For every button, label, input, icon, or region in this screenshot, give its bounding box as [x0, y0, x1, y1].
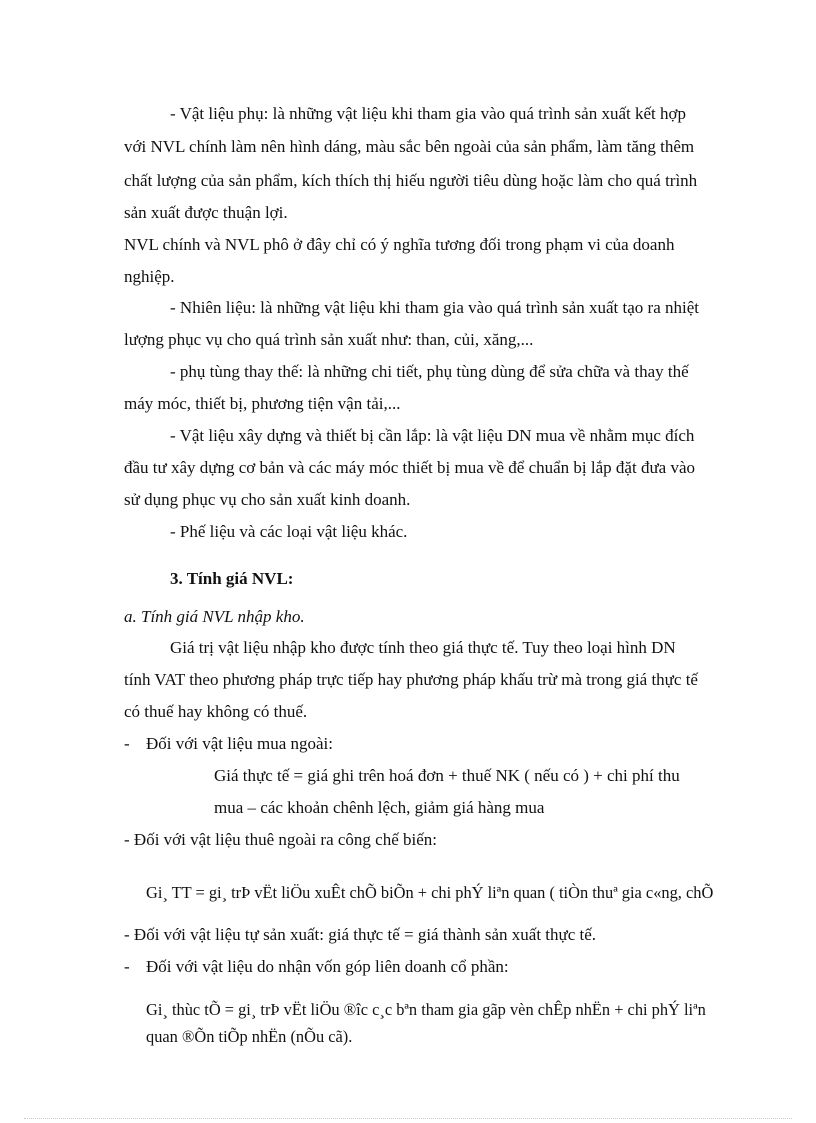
subsection-heading: a. Tính giá NVL nhập kho.: [124, 607, 305, 626]
paragraph-line: với NVL chính làm nên hình dáng, màu sắc bên ngoài của sản phẩm, làm tăng thêm: [124, 137, 695, 156]
formula-line: Gi¸ thùc tÕ = gi¸ trÞ vËt liÖu ®îc c¸c bªn tham gia gãp vèn chÊp nhËn + chi phÝ liªn: [146, 1000, 706, 1019]
bullet-text: Đối với vật liệu do nhận vốn góp liên doanh cổ phần:: [146, 957, 509, 976]
bullet-text: Đối với vật liệu mua ngoài:: [146, 734, 333, 753]
paragraph-line: nghiệp.: [124, 267, 175, 286]
paragraph-line: lượng phục vụ cho quá trình sản xuất như: than, củi, xăng,...: [124, 330, 534, 349]
formula-line: quan ®Õn tiÕp nhËn (nÕu cã).: [146, 1027, 353, 1046]
paragraph-line: sản xuất được thuận lợi.: [124, 203, 288, 222]
paragraph-line: - Vật liệu phụ: là những vật liệu khi tham gia vào quá trình sản xuất kết hợp: [170, 104, 686, 123]
formula-line: Gi¸ TT = gi¸ trÞ vËt liÖu xuÊt chÕ biÕn + chi phÝ liªn quan ( tiÒn thuª gia c«ng, chÕ: [146, 883, 714, 902]
paragraph-line: - Vật liệu xây dựng và thiết bị cần lắp: là vật liệu DN mua về nhằm mục đích: [170, 426, 695, 445]
bullet-dash: -: [124, 957, 130, 976]
paragraph-line: - phụ tùng thay thế: là những chi tiết, phụ tùng dùng để sửa chữa và thay thế: [170, 362, 689, 381]
paragraph-line: máy móc, thiết bị, phương tiện vận tải,...: [124, 394, 401, 413]
paragraph-line: có thuế hay không có thuế.: [124, 702, 308, 721]
bullet-text: - Đối với vật liệu tự sản xuất: giá thực tế = giá thành sản xuất thực tế.: [124, 925, 597, 944]
paragraph-line: sử dụng phục vụ cho sản xuất kinh doanh.: [124, 490, 411, 509]
paragraph-line: chất lượng của sản phẩm, kích thích thị hiếu người tiêu dùng hoặc làm cho quá trình: [124, 171, 698, 190]
page-bottom-rule: [24, 1118, 792, 1119]
paragraph-line: - Nhiên liệu: là những vật liệu khi tham gia vào quá trình sản xuất tạo ra nhiệt: [170, 298, 699, 317]
bullet-dash: -: [124, 734, 130, 753]
formula-line: Giá thực tế = giá ghi trên hoá đơn + thuế NK ( nếu có ) + chi phí thu: [214, 766, 680, 785]
paragraph-line: NVL chính và NVL phô ở đây chỉ có ý nghĩa tương đối trong phạm vi của doanh: [124, 235, 675, 254]
paragraph-line: tính VAT theo phương pháp trực tiếp hay phương pháp khấu trừ mà trong giá thực tế: [124, 670, 698, 689]
paragraph-line: đầu tư xây dựng cơ bản và các máy móc thiết bị mua về để chuẩn bị lắp đặt đưa vào: [124, 458, 695, 477]
formula-line: mua – các khoản chênh lệch, giảm giá hàng mua: [214, 798, 545, 817]
section-heading: 3. Tính giá NVL:: [170, 569, 294, 588]
paragraph-line: Giá trị vật liệu nhập kho được tính theo giá thực tế. Tuy theo loại hình DN: [170, 638, 676, 657]
bullet-text: - Đối với vật liệu thuê ngoài ra công chế biến:: [124, 830, 438, 849]
paragraph-line: - Phế liệu và các loại vật liệu khác.: [170, 522, 408, 541]
